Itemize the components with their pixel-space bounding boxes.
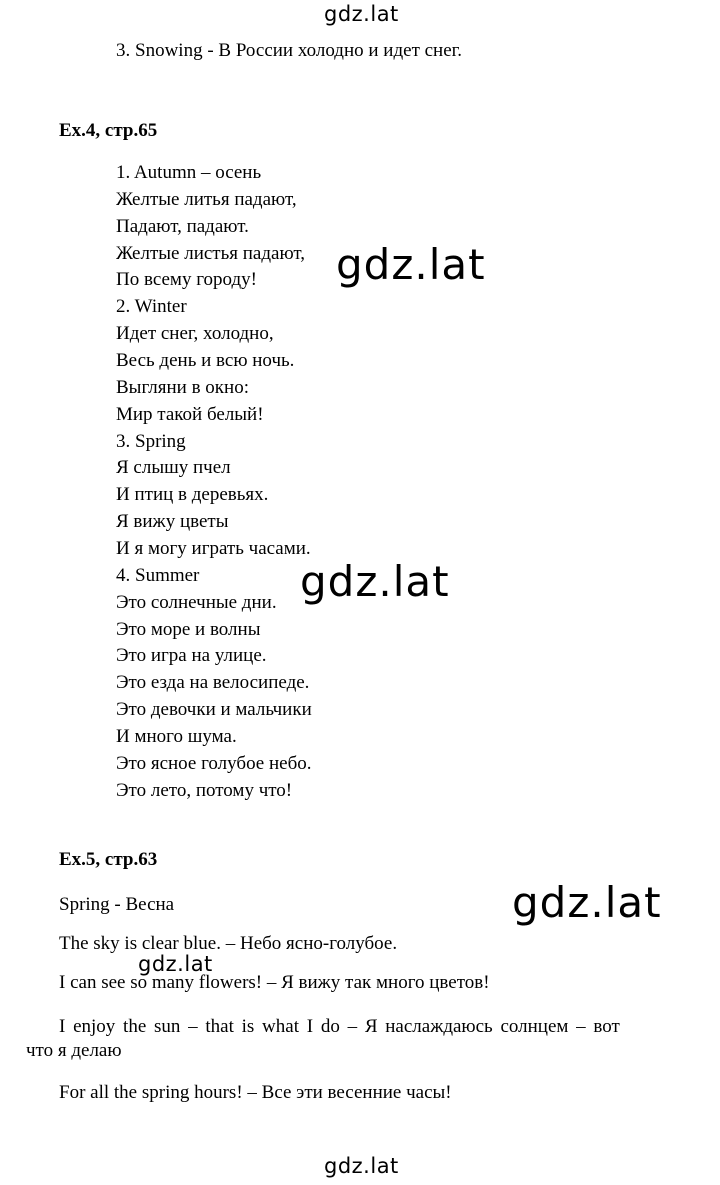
snowing-line: 3. Snowing - В России холодно и идет снег.: [116, 40, 463, 61]
watermark-bottom: gdz.lat: [324, 1154, 399, 1178]
poem-line: 4. Summer: [116, 564, 200, 586]
ex4-poem: [116, 160, 312, 805]
poem-line: И птиц в деревьях.: [116, 484, 269, 506]
poem-line: Мир такой белый!: [116, 403, 264, 425]
ex5-line-3a: I enjoy the sun – that is what I do – Я наслаждаюсь солнцем – вот: [59, 1016, 620, 1037]
watermark-top: gdz.lat: [324, 2, 399, 26]
poem-line: Весь день и всю ночь.: [116, 350, 295, 372]
poem-line: Это лето, потому что!: [116, 779, 293, 801]
ex4-heading: Ex.4, стр.65: [59, 120, 158, 141]
poem-line: Я вижу цветы: [116, 511, 229, 533]
poem-line: Выгляни в окно:: [116, 376, 249, 398]
watermark-middle-2: gdz.lat: [300, 557, 450, 606]
poem-line: Желтые листья падают,: [116, 242, 306, 264]
poem-line: Это игра на улице.: [116, 645, 267, 667]
poem-line: Падают, падают.: [116, 215, 249, 237]
poem-line: 1. Autumn – осень: [116, 162, 262, 183]
poem-line: Я слышу пчел: [116, 457, 231, 479]
ex5-line-2: I can see so many flowers! – Я вижу так много цветов!: [59, 972, 490, 993]
poem-line: Это езда на велосипеде.: [116, 672, 310, 694]
watermark-middle-1: gdz.lat: [336, 240, 486, 289]
poem-line: Это ясное голубое небо.: [116, 752, 312, 774]
poem-line: И я могу играть часами.: [116, 538, 311, 560]
poem-line: 3. Spring: [116, 430, 186, 452]
ex5-heading: Ex.5, стр.63: [59, 849, 158, 870]
poem-line: По всему городу!: [116, 269, 257, 291]
watermark-small-inline: gdz.lat: [138, 952, 213, 976]
poem-line: Идет снег, холодно,: [116, 323, 274, 345]
poem-line: Это солнечные дни.: [116, 591, 277, 613]
ex5-line-1: The sky is clear blue. – Небо ясно-голубое.: [59, 933, 398, 954]
ex5-title: Spring - Весна: [59, 894, 175, 915]
ex5-line-3b: что я делаю: [26, 1040, 122, 1061]
ex5-line-4: For all the spring hours! – Все эти весенние часы!: [59, 1082, 452, 1103]
poem-line: И много шума.: [116, 726, 237, 748]
poem-line: Желтые литья падают,: [116, 188, 297, 210]
watermark-right: gdz.lat: [512, 878, 662, 927]
poem-line: Это море и волны: [116, 618, 261, 640]
poem-line: 2. Winter: [116, 296, 187, 318]
poem-line: Это девочки и мальчики: [116, 699, 312, 721]
